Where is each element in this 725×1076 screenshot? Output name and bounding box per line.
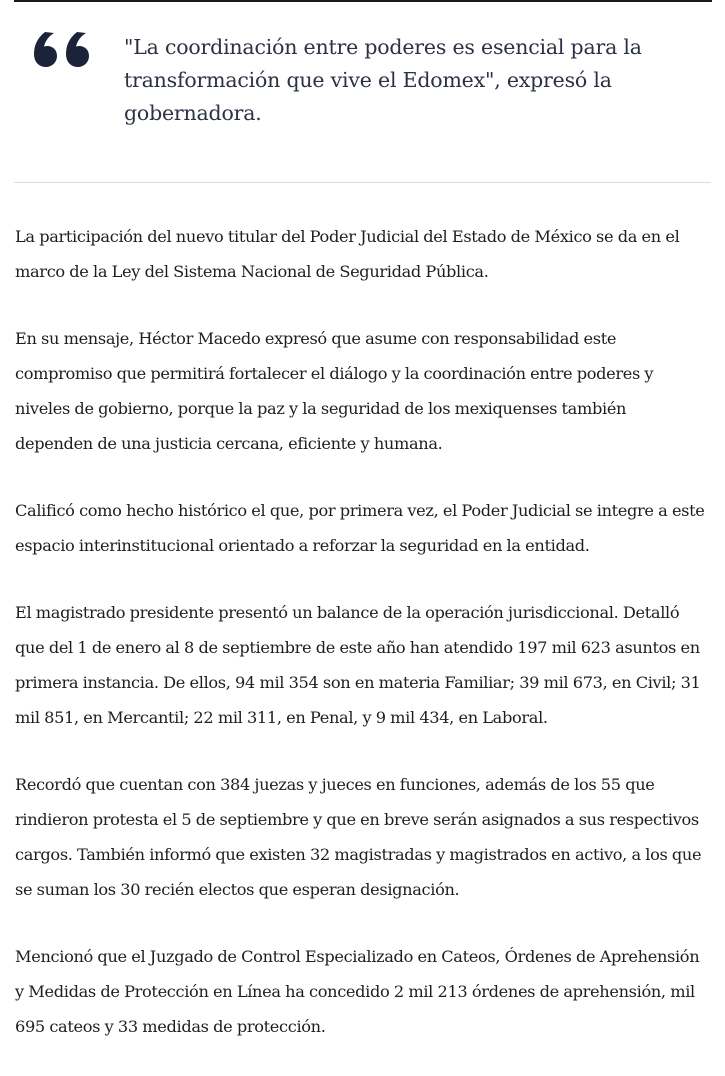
- section-divider: [14, 182, 711, 183]
- article-paragraph: En su mensaje, Héctor Macedo expresó que asume con responsabilidad este compromiso que permitirá fortalecer el diálogo y la coordinación entre poderes y niveles de gobierno, porque la paz y la seguridad de los mexiquenses también dependen de una justicia cercana, eficiente y humana.: [15, 329, 654, 453]
- pull-quote: [14, 0, 712, 182]
- article-paragraph: Mencionó que el Juzgado de Control Especializado en Cateos, Órdenes de Aprehensión y Medidas de Protección en Línea ha concedido 2 mil 213 órdenes de aprehensión, mil 695 cateos y 33 medidas de protección.: [15, 947, 700, 1036]
- pull-quote-text: "La coordinación entre poderes es esencial para la transformación que vive el Edomex", expresó la gobernadora.: [124, 35, 642, 125]
- article-paragraph: La participación del nuevo titular del Poder Judicial del Estado de México se da en el marco de la Ley del Sistema Nacional de Seguridad Pública.: [15, 227, 680, 281]
- double-quotation-mark-icon: [32, 20, 102, 80]
- article-paragraph: El magistrado presidente presentó un balance de la operación jurisdiccional. Detalló que del 1 de enero al 8 de septiembre de este año han atendido 197 mil 623 asuntos en primera instancia. De ellos, 94 mil 354 son en materia Familiar; 39 mil 673, en Civil; 31 mil 851, en Mercantil; 22 mil 311, en Penal, y 9 mil 434, en Laboral.: [15, 603, 701, 727]
- article-body: [15, 219, 705, 1076]
- article-paragraph: Calificó como hecho histórico el que, por primera vez, el Poder Judicial se integre a este espacio interinstitucional orientado a reforzar la seguridad en la entidad.: [15, 501, 705, 555]
- article-paragraph: Recordó que cuentan con 384 juezas y jueces en funciones, además de los 55 que rindieron protesta el 5 de septiembre y que en breve serán asignados a sus respectivos cargos. También informó que existen 32 magistradas y magistrados en activo, a los que se suman los 30 recién electos que esperan designación.: [15, 775, 702, 899]
